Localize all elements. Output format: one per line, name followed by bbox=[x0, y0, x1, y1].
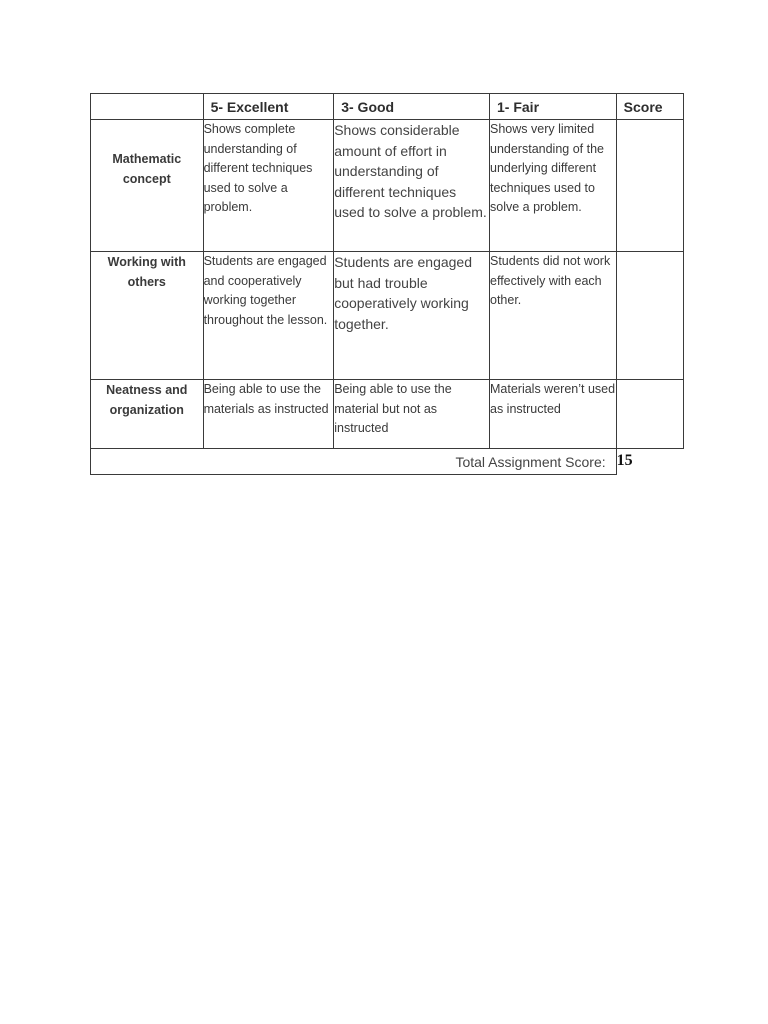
table-row bbox=[91, 252, 684, 380]
header-row bbox=[91, 94, 684, 120]
criterion-cell: Working with others bbox=[91, 252, 204, 380]
total-score-cell bbox=[616, 449, 683, 475]
header-good: 3- Good bbox=[334, 94, 490, 120]
total-score-value: 15 bbox=[616, 452, 633, 469]
criterion-cell: Mathematic concept bbox=[91, 120, 204, 252]
excellent-cell: Shows complete understanding of different techniques used to solve a problem. bbox=[203, 120, 334, 252]
good-cell: Being able to use the material but not as instructed bbox=[334, 380, 490, 449]
fair-cell: Shows very limited understanding of the underlying different techniques used to solve a problem. bbox=[490, 120, 617, 252]
good-cell: Shows considerable amount of effort in understanding of different techniques used to solve a problem. bbox=[334, 120, 490, 252]
total-row bbox=[91, 449, 684, 475]
score-cell bbox=[616, 252, 683, 380]
excellent-cell: Being able to use the materials as instructed bbox=[203, 380, 334, 449]
header-score: Score bbox=[616, 94, 683, 120]
rubric-table bbox=[90, 93, 684, 475]
total-label: Total Assignment Score: bbox=[91, 449, 617, 475]
score-cell bbox=[616, 120, 683, 252]
table-row bbox=[91, 380, 684, 449]
fair-cell: Materials weren’t used as instructed bbox=[490, 380, 617, 449]
criterion-cell: Neatness and organization bbox=[91, 380, 204, 449]
table-row bbox=[91, 120, 684, 252]
fair-cell: Students did not work effectively with each other. bbox=[490, 252, 617, 380]
header-excellent: 5- Excellent bbox=[203, 94, 334, 120]
header-fair: 1- Fair bbox=[490, 94, 617, 120]
score-cell bbox=[616, 380, 683, 449]
header-criteria bbox=[91, 94, 204, 120]
excellent-cell: Students are engaged and cooperatively working together throughout the lesson. bbox=[203, 252, 334, 380]
good-cell: Students are engaged but had trouble cooperatively working together. bbox=[334, 252, 490, 380]
